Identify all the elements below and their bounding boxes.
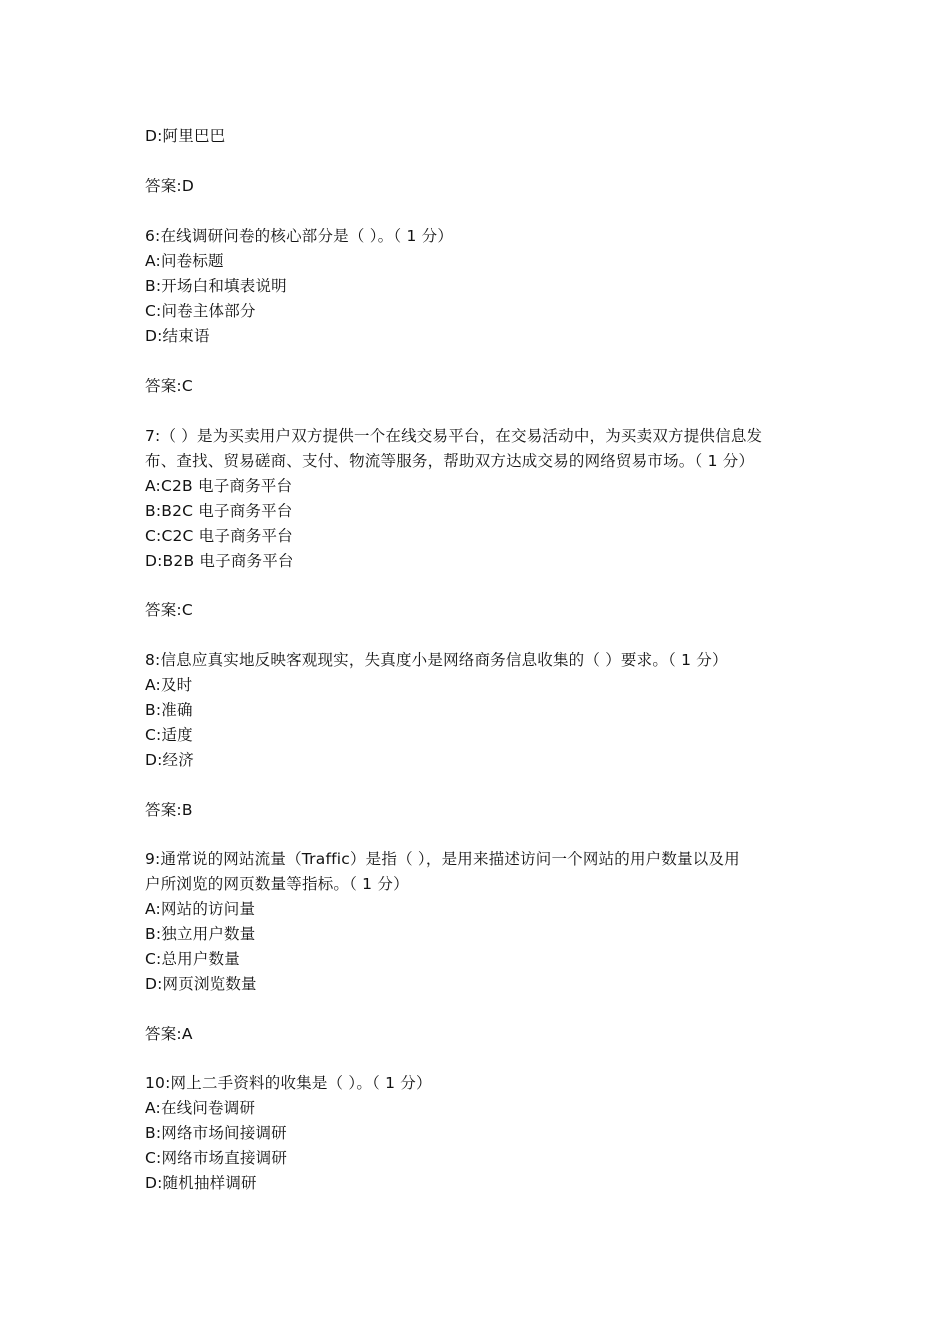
q6-question: 6:在线调研问卷的核心部分是（ ）。（ 1 分） <box>145 227 454 245</box>
q8-option-b: B:准确 <box>145 701 193 719</box>
q8-answer: 答案:B <box>145 801 193 819</box>
q10-option-d: D:随机抽样调研 <box>145 1174 257 1192</box>
q5-answer: 答案:D <box>145 177 194 195</box>
q9-answer: 答案:A <box>145 1025 193 1043</box>
q7-option-c: C:C2C 电子商务平台 <box>145 527 293 545</box>
q6-option-b: B:开场白和填表说明 <box>145 277 287 295</box>
q8-question: 8:信息应真实地反映客观现实，失真度小是网络商务信息收集的（ ）要求。（ 1 分） <box>145 651 728 669</box>
q7-option-a: A:C2B 电子商务平台 <box>145 477 293 495</box>
q10-option-a: A:在线问卷调研 <box>145 1099 256 1117</box>
q9-question-line1: 9:通常说的网站流量（Traffic）是指（ ），是用来描述访问一个网站的用户数量以及用 <box>145 850 740 868</box>
q5-option-d: D:阿里巴巴 <box>145 127 226 145</box>
q10-question: 10:网上二手资料的收集是（ ）。（ 1 分） <box>145 1074 432 1092</box>
q6-answer: 答案:C <box>145 377 193 395</box>
q9-option-b: B:独立用户数量 <box>145 925 256 943</box>
q7-option-d: D:B2B 电子商务平台 <box>145 552 294 570</box>
q9-option-a: A:网站的访问量 <box>145 900 256 918</box>
q9-option-d: D:网页浏览数量 <box>145 975 257 993</box>
q7-option-b: B:B2C 电子商务平台 <box>145 502 293 520</box>
q10-option-b: B:网络市场间接调研 <box>145 1124 287 1142</box>
q9-question-line2: 户所浏览的网页数量等指标。（ 1 分） <box>145 875 409 893</box>
q6-option-a: A:问卷标题 <box>145 252 224 270</box>
q8-option-d: D:经济 <box>145 751 194 769</box>
q7-question-line1: 7:（ ）是为买卖用户双方提供一个在线交易平台，在交易活动中，为买卖双方提供信息发 <box>145 427 763 445</box>
q7-question-line2: 布、查找、贸易磋商、支付、物流等服务，帮助双方达成交易的网络贸易市场。（ 1 分） <box>145 452 755 470</box>
q6-option-c: C:问卷主体部分 <box>145 302 256 320</box>
q10-option-c: C:网络市场直接调研 <box>145 1149 288 1167</box>
q6-option-d: D:结束语 <box>145 327 210 345</box>
q7-answer: 答案:C <box>145 601 193 619</box>
q9-option-c: C:总用户数量 <box>145 950 240 968</box>
q8-option-a: A:及时 <box>145 676 193 694</box>
q8-option-c: C:适度 <box>145 726 193 744</box>
